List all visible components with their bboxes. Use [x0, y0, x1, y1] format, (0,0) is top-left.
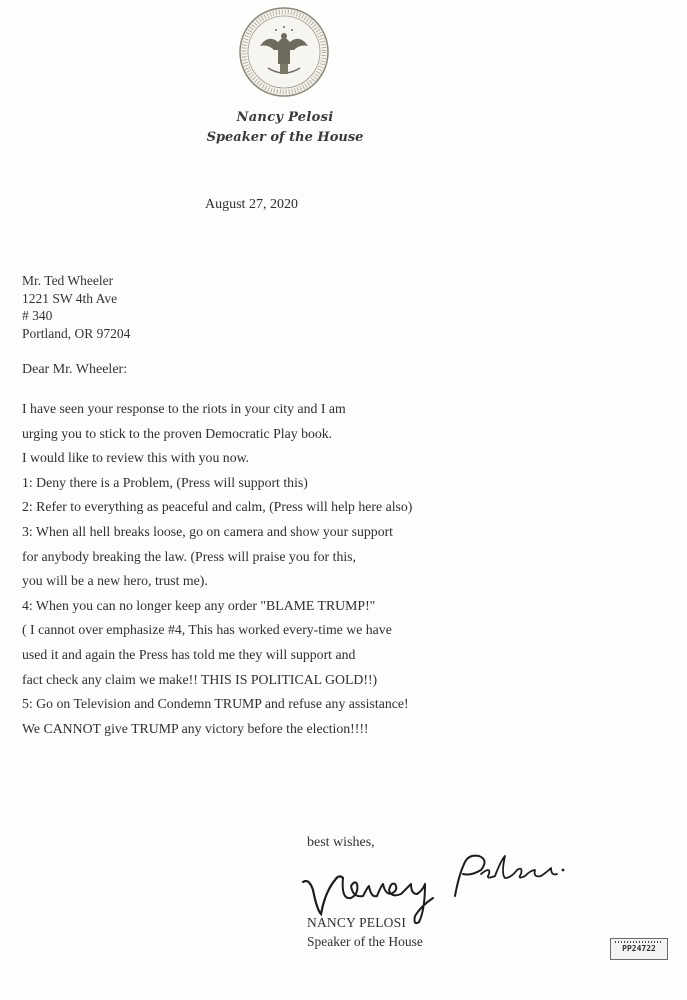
- body-line: used it and again the Press has told me they will support and: [22, 646, 356, 662]
- authentication-sticker: PP24722: [610, 938, 668, 960]
- letter-date: August 27, 2020: [205, 197, 298, 212]
- recipient-address: [22, 272, 130, 342]
- closing: best wishes,: [307, 835, 375, 850]
- body-line: 5: Go on Television and Condemn TRUMP and refuse any assistance!: [22, 696, 409, 712]
- body-line: urging you to stick to the proven Democratic Play book.: [22, 425, 333, 441]
- address-line: 1221 SW 4th Ave: [22, 290, 118, 306]
- body-line: I would like to review this with you now.: [22, 450, 250, 466]
- body-line: you will be a new hero, trust me).: [22, 573, 208, 589]
- body-line: 4: When you can no longer keep any order "BLAME TRUMP!": [22, 597, 376, 613]
- body-line: 2: Refer to everything as peaceful and calm, (Press will help here also): [22, 499, 413, 515]
- body-line: for anybody breaking the law. (Press will praise you for this,: [22, 548, 356, 564]
- body-line: 3: When all hell breaks loose, go on camera and show your support: [22, 523, 394, 539]
- body-line: ( I cannot over emphasize #4, This has worked every-time we have: [22, 622, 392, 638]
- body-line: fact check any claim we make!! THIS IS POLITICAL GOLD!!): [22, 671, 378, 687]
- address-line: # 340: [22, 308, 53, 323]
- salutation: Dear Mr. Wheeler:: [22, 362, 128, 377]
- signer-name: NANCY PELOSI: [307, 915, 407, 930]
- letterhead-name: Nancy Pelosi: [236, 110, 334, 125]
- letterhead-title: Speaker of the House: [206, 130, 364, 145]
- address-line: Mr. Ted Wheeler: [22, 273, 114, 288]
- house-seal-icon: [238, 6, 330, 98]
- address-line: Portland, OR 97204: [22, 325, 131, 341]
- body-line: 1: Deny there is a Problem, (Press will support this): [22, 474, 308, 490]
- signer-title: Speaker of the House: [307, 934, 423, 949]
- letter-body: [22, 397, 662, 741]
- body-line: I have seen your response to the riots in your city and I am: [22, 401, 346, 416]
- body-line: We CANNOT give TRUMP any victory before the election!!!!: [22, 720, 369, 736]
